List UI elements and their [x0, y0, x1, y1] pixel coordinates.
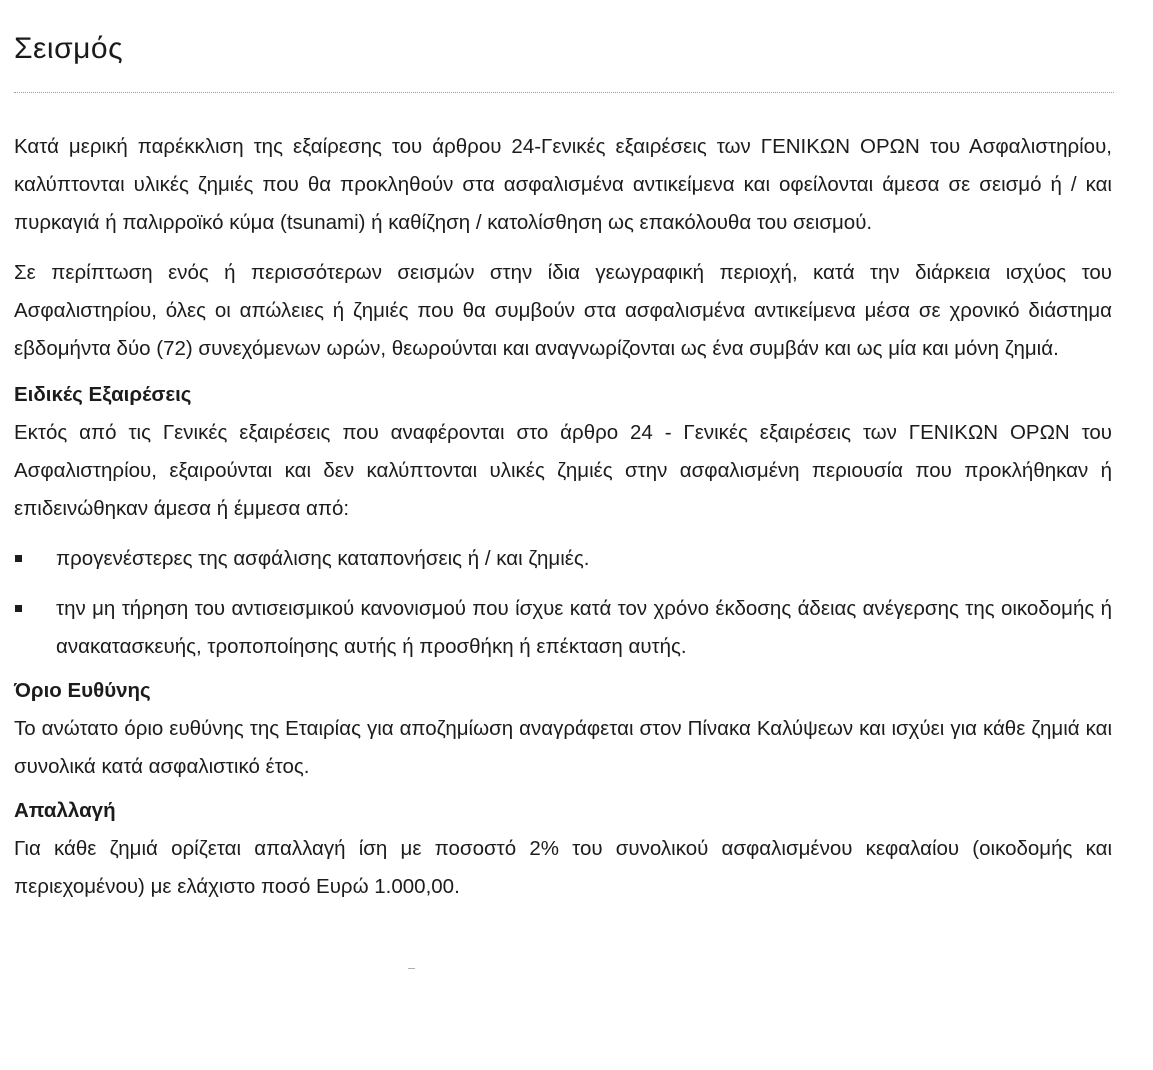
- paragraph-deductible: Για κάθε ζημιά ορίζεται απαλλαγή ίση με ποσοστό 2% του συνολικού ασφαλισμένου κεφαλαίου (οικοδομής και περιεχομένου) με ελάχιστο ποσό Ευρώ 1.000,00.: [14, 837, 1112, 898]
- list-item-text: την μη τήρηση του αντισεισμικού κανονισμού που ίσχυε κατά τον χρόνο έκδοσης άδειας ανέγερσης της οικοδομής ή ανακατασκευής, τροποποίησης αυτής ή προσθήκη ή επέκταση αυτής.: [56, 597, 1112, 658]
- page-title: Σεισμός: [14, 32, 124, 65]
- square-bullet-icon: [15, 605, 22, 612]
- heading-liability-limit: Όριο Ευθύνης: [14, 679, 151, 702]
- paragraph-exclusions-intro: Εκτός από τις Γενικές εξαιρέσεις που αναφέρονται στο άρθρο 24 - Γενικές εξαιρέσεις των ΓΕΝΙΚΩΝ ΟΡΩΝ του Ασφαλιστηρίου, εξαιρούνται και δεν καλύπτονται υλικές ζημιές στην ασφαλισμένη περιουσία που προκλήθηκαν ή επιδεινώθηκαν άμεσα ή έμμεσα από:: [14, 421, 1112, 520]
- list-item: [14, 590, 1112, 666]
- paragraph-liability-limit: Το ανώτατο όριο ευθύνης της Εταιρίας για αποζημίωση αναγράφεται στον Πίνακα Καλύψεων και ισχύει για κάθε ζημιά και συνολικά κατά ασφαλιστικό έτος.: [14, 717, 1112, 778]
- exclusions-list: [14, 540, 1112, 666]
- paragraph-72-hours: Σε περίπτωση ενός ή περισσότερων σεισμών στην ίδια γεωγραφική περιοχή, κατά την διάρκεια ισχύος του Ασφαλιστηρίου, όλες οι απώλειες ή ζημιές που θα συμβούν στα ασφαλισμένα αντικείμενα μέσα σε χρονικό διάστημα εβδομήντα δύο (72) συνεχόμενων ωρών, θεωρούνται και αναγνωρίζονται ως ένα συμβάν και ως μία και μόνη ζημιά.: [14, 261, 1112, 360]
- square-bullet-icon: [15, 555, 22, 562]
- heading-special-exclusions: Ειδικές Εξαιρέσεις: [14, 383, 192, 406]
- list-item: [14, 540, 1112, 578]
- heading-deductible: Απαλλαγή: [14, 799, 116, 822]
- document-body: [14, 128, 1112, 906]
- scan-speck: [408, 968, 415, 969]
- list-item-text: προγενέστερες της ασφάλισης καταπονήσεις ή / και ζημιές.: [56, 547, 590, 570]
- title-divider: [14, 92, 1114, 93]
- paragraph-coverage: Κατά μερική παρέκκλιση της εξαίρεσης του άρθρου 24-Γενικές εξαιρέσεις των ΓΕΝΙΚΩΝ ΟΡΩΝ του Ασφαλιστηρίου, καλύπτονται υλικές ζημιές που θα προκληθούν στα ασφαλισμένα αντικείμενα και οφείλονται άμεσα σε σεισμό ή / και πυρκαγιά ή παλιρροϊκό κύμα (tsunami) ή καθίζηση / κατολίσθηση ως επακόλουθα του σεισμού.: [14, 135, 1112, 234]
